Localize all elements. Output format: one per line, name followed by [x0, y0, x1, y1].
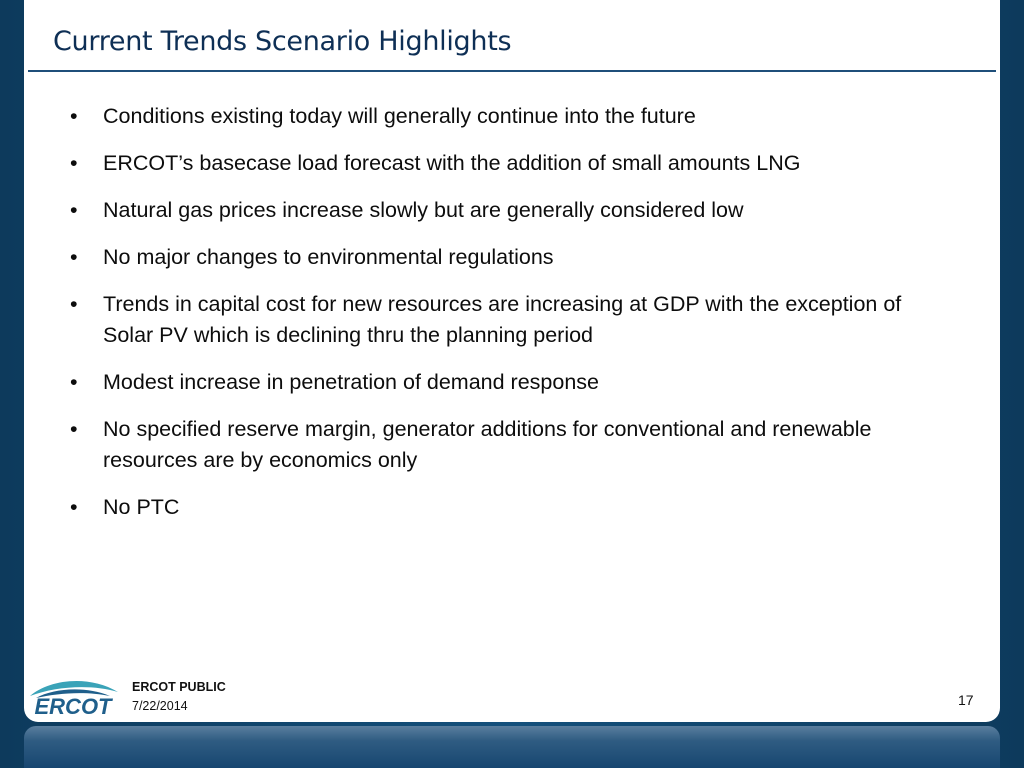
classification-label: ERCOT PUBLIC [132, 680, 226, 694]
slide-title: Current Trends Scenario Highlights [53, 26, 512, 57]
bullet-glyph: • [70, 245, 78, 269]
bullet-text: Natural gas prices increase slowly but are generally considered low [103, 198, 744, 222]
bullet-text: No specified reserve margin, generator additions for conventional and renewable resources are by economics only [103, 417, 872, 472]
bullet-text: No major changes to environmental regulations [103, 245, 554, 269]
title-divider [28, 70, 996, 72]
ercot-logo-wordmark: ERCOT [34, 694, 112, 718]
bullet-text: Trends in capital cost for new resources are increasing at GDP with the exception of Solar PV which is declining thru the planning period [103, 292, 902, 347]
bullet-item [70, 195, 910, 226]
bottom-bar [24, 726, 1000, 768]
bullet-item [70, 367, 910, 398]
bullet-glyph: • [70, 292, 78, 316]
bullet-list [70, 101, 910, 539]
bullet-text: ERCOT’s basecase load forecast with the addition of small amounts LNG [103, 151, 801, 175]
bullet-item [70, 492, 910, 523]
bullet-glyph: • [70, 151, 78, 175]
bullet-glyph: • [70, 370, 78, 394]
bullet-glyph: • [70, 198, 78, 222]
ercot-logo [26, 676, 120, 718]
bullet-item [70, 289, 910, 351]
bullet-text: Conditions existing today will generally continue into the future [103, 104, 696, 128]
bullet-glyph: • [70, 495, 78, 519]
bullet-item [70, 414, 910, 476]
bullet-glyph: • [70, 104, 78, 128]
footer-date: 7/22/2014 [132, 699, 188, 713]
bullet-item [70, 148, 910, 179]
bullet-text: Modest increase in penetration of demand response [103, 370, 600, 394]
bullet-text: No PTC [103, 495, 180, 519]
bullet-glyph: • [70, 417, 78, 441]
page-number: 17 [958, 692, 974, 708]
bullet-item [70, 101, 910, 132]
bullet-item [70, 242, 910, 273]
